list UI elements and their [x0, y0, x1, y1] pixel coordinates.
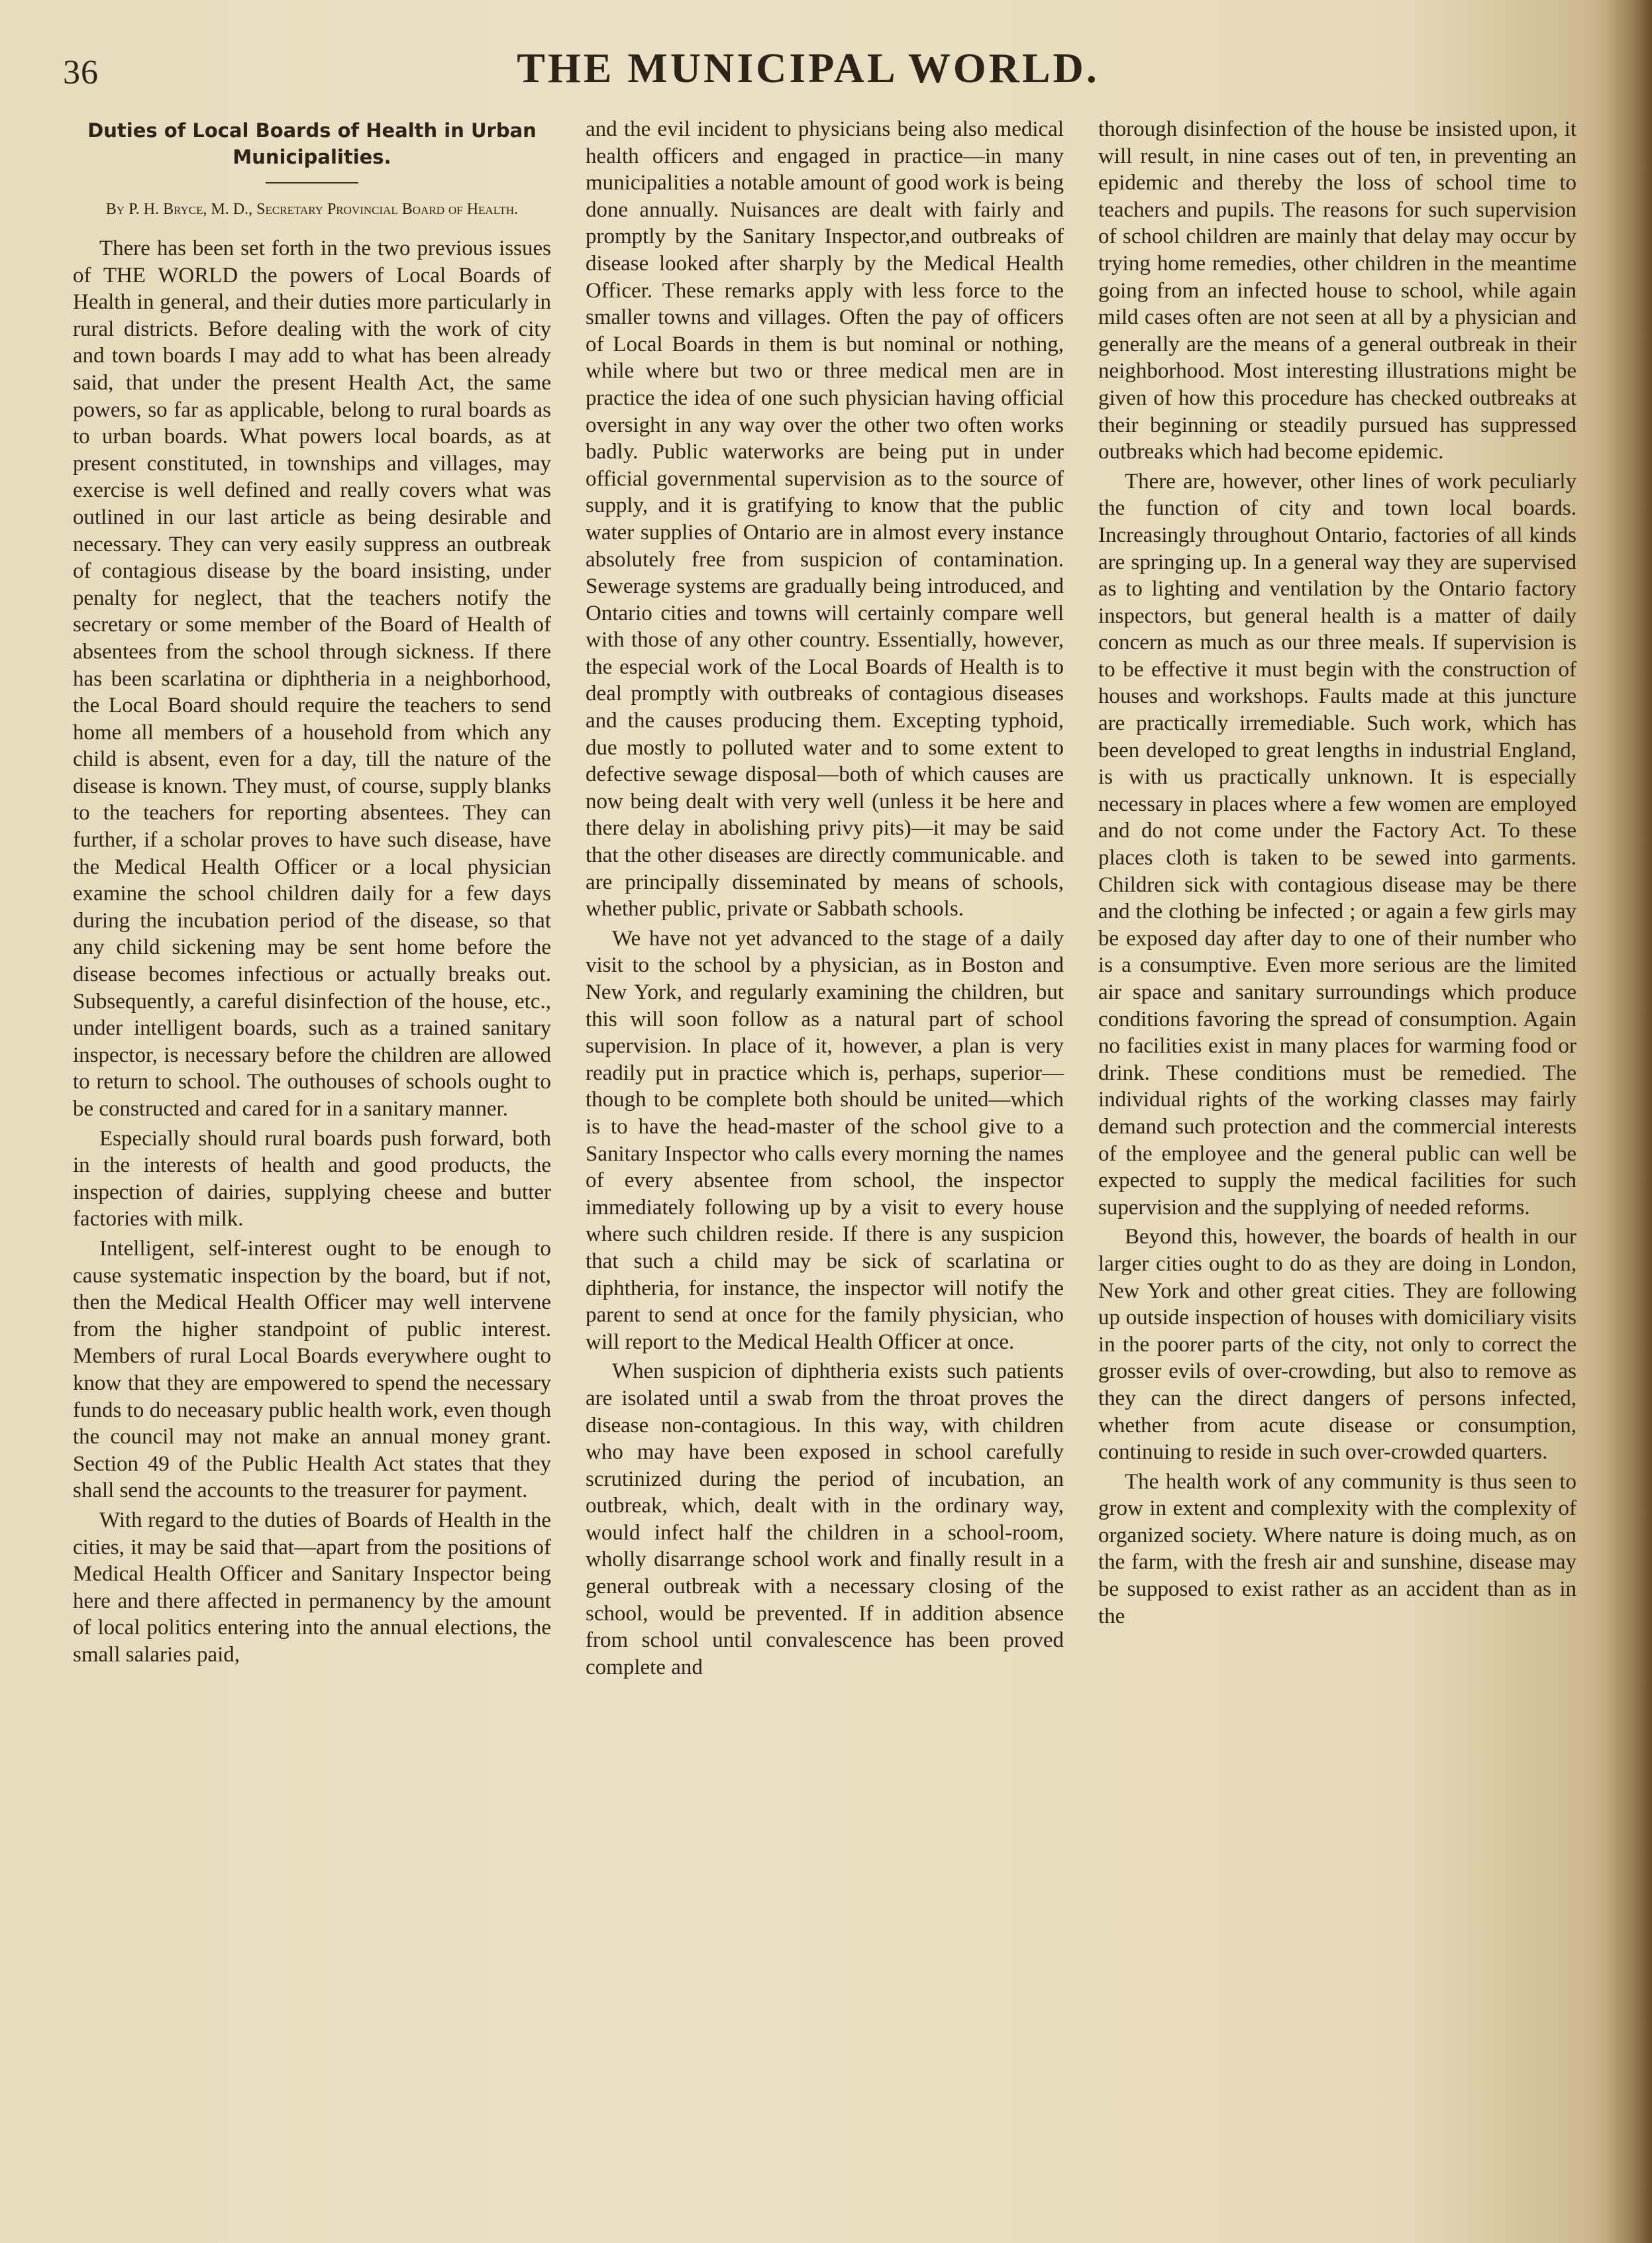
paragraph: thorough disinfection of the house be insisted upon, it will result, in nine cases out of ten, in preventing an epidemic and thereby the loss of school time to teachers and pupils. The reasons for such supervision of school children are mainly that delay may occur by trying home remedies, other children in the meantime going from an infected house to school, while again mild cases often are not seen at all by a physician and generally are the means of a general outbreak in their neighborhood. Most interesting illustrations might be given of how this procedure has checked outbreaks at their beginning or steadily pursued has suppressed outbreaks which had become epidemic. [1098, 117, 1576, 464]
paragraph: There has been set forth in the two previous issues of THE WORLD the powers of Local Boards of Health in general, and their duties more particularly in rural districts. Before dealing with the work of city and town boards I may add to what has been already said, that under the present Health Act, the same powers, so far as applicable, belong to rural boards as to urban boards. What powers local boards, as at present constituted, in townships and villages, may exercise is well defined and really covers what was outlined in our last article as being desirable and necessary. They can very easily suppress an outbreak of contagious disease by the board insisting, under penalty for neglect, that the teachers notify the secretary or some member of the Board of Health of absentees from the school through sickness. If there has been scarlatina or diphtheria in a neighborhood, the Local Board should require the teachers to send home all members of a household from which any child is absent, even for a day, till the nature of the disease is known. They must, of course, supply blanks to the teachers for reporting absentees. They can further, if a scholar proves to have such disease, have the Medical Health Officer or a local physician examine the school children daily for a few days during the incubation period of the disease, so that any child sickening may be sent home before the disease becomes infectious or actually breaks out. Subsequently, a careful disinfection of the house, etc., under intelligent boards, such as a trained sanitary inspector, is necessary before the children are allowed to return to school. The outhouses of schools ought to be constructed and cared for in a sanitary manner. [73, 236, 551, 1121]
article-byline: By P. H. Bryce, M. D., Secretary Provincial Board of Health. [105, 201, 519, 218]
page-number: 36 [63, 54, 99, 91]
paragraph: and the evil incident to physicians being also medical health officers and engaged in practice—in many municipalities a notable amount of good work is being done annually. Nuisances are dealt with fairly and promptly by the Sanitary Inspector,and outbreaks of disease looked after sharply by the Medical Health Officer. These remarks apply with less force to the smaller towns and villages. Often the pay of officers of Local Boards in them is but nominal or nothing, while where but two or three medical men are in practice the idea of one such physician having official oversight in any way over the other two often works badly. Public waterworks are being put in under official governmental supervision as to the source of supply, and it is gratifying to know that the public water supplies of Ontario are in almost every instance absolutely free from suspicion of contamination. Sewerage systems are gradually being introduced, and Ontario cities and towns will certainly compare well with those of any other country. Essentially, however, the especial work of the Local Boards of Health is to deal promptly with outbreaks of contagious diseases and the causes producing them. Excepting typhoid, due mostly to polluted water and to some extent to defective sewage disposal—both of which causes are now being dealt with very well (unless it be here and there delay in abolishing privy pits)—it may be said that the other diseases are directly communicable. and are principally disseminated by means of schools, whether public, private or Sabbath schools. [586, 117, 1064, 921]
paragraph: We have not yet advanced to the stage of a daily visit to the school by a physician, as in Boston and New York, and regularly examining the children, but this will soon follow as a natural part of school supervision. In place of it, however, a plan is very readily put in practice which is, perhaps, superior—though to be complete both should be united—which is to have the head-master of the school give to a Sanitary Inspector who calls every morning the names of every absentee from school, the inspector immediately following up by a visit to every house where such children reside. If there is any suspicion that such a child may be sick of scarlatina or diphtheria, for instance, the inspector will notify the parent to send at once for the family physician, who will report to the Medical Health Officer at once. [586, 926, 1064, 1354]
paragraph: Intelligent, self-interest ought to be enough to cause systematic inspection by the board, but if not, then the Medical Health Officer may well intervene from the higher standpoint of public interest. Members of rural Local Boards everywhere ought to know that they are empowered to spend the necessary funds to do neceasary public health work, even though the council may not make an annual money grant. Section 49 of the Public Health Act states that they shall send the accounts to the treasurer for payment. [73, 1236, 551, 1503]
paragraph: There are, however, other lines of work peculiarly the function of city and town local boards. Increasingly throughout Ontario, factories of all kinds are springing up. In a general way they are supervised as to lighting and ventilation by the Ontario factory inspectors, but general health is a matter of daily concern as much as our three meals. If supervision is to be effective it must begin with the construction of houses and workshops. Faults made at this juncture are practically irremediable. Such work, which has been developed to great lengths in industrial England, is with us practically unknown. It is especially necessary in places where a few women are employed and do not come under the Factory Act. To these places cloth is taken to be sewed into garments. Children sick with contagious disease may be there and the clothing be infected ; or again a few girls may be exposed day after day to one of their number who is a consumptive. Even more serious are the limited air space and sanitary surroundings which produce conditions favoring the spread of consumption. Again no facilities exist in many places for warming food or drink. These conditions must be remedied. The individual rights of the working classes may fairly demand such protection and the commercial interests of the employee and the general public can well be expected to supply the medical facilities for such supervision and the supplying of needed reforms. [1098, 469, 1576, 1220]
paragraph: Beyond this, however, the boards of health in our larger cities ought to do as they are doing in London, New York and other great cities. They are following up outside inspection of houses with domiciliary visits in the poorer parts of the city, not only to correct the grosser evils of over-crowding, but also to remove as they can the direct dangers of persons infected, whether from acute disease or consumption, continuing to reside in such over-crowded quarters. [1098, 1225, 1576, 1465]
column-1 [73, 116, 551, 2169]
page-edge-shadow [1606, 0, 1652, 2243]
paragraph: The health work of any community is thus seen to grow in extent and complexity with the complexity of organized society. Where nature is doing much, as on the farm, with the fresh air and sunshine, disease may be supposed to exist rather as an accident than as in the [1098, 1469, 1576, 1628]
article-columns [73, 116, 1576, 2169]
column-2 [586, 116, 1064, 2169]
paragraph: Especially should rural boards push forward, both in the interests of health and good products, the inspection of dairies, supplying cheese and butter factories with milk. [73, 1126, 551, 1231]
column-3 [1098, 116, 1576, 2169]
article-title: Duties of Local Boards of Health in Urban Municipalities. [87, 119, 537, 168]
title-divider [266, 182, 358, 183]
paragraph: With regard to the duties of Boards of Health in the cities, it may be said that—apart from the positions of Medical Health Officer and Sanitary Inspector being here and there affected in permanency by the amount of local politics entering into the annual elections, the small salaries paid, [73, 1508, 551, 1667]
masthead: THE MUNICIPAL WORLD. [517, 44, 1100, 91]
paragraph: When suspicion of diphtheria exists such patients are isolated until a swab from the throat proves the disease non-contagious. In this way, with children who may have been exposed in school carefully scrutinized during the period of incubation, an outbreak, which, dealt with in the ordinary way, would infect half the children in a school-room, wholly disarrange school work and finally result in a general outbreak with a necessary closing of the school, would be prevented. If in addition absence from school until convalescence has been proved complete and [586, 1359, 1064, 1679]
